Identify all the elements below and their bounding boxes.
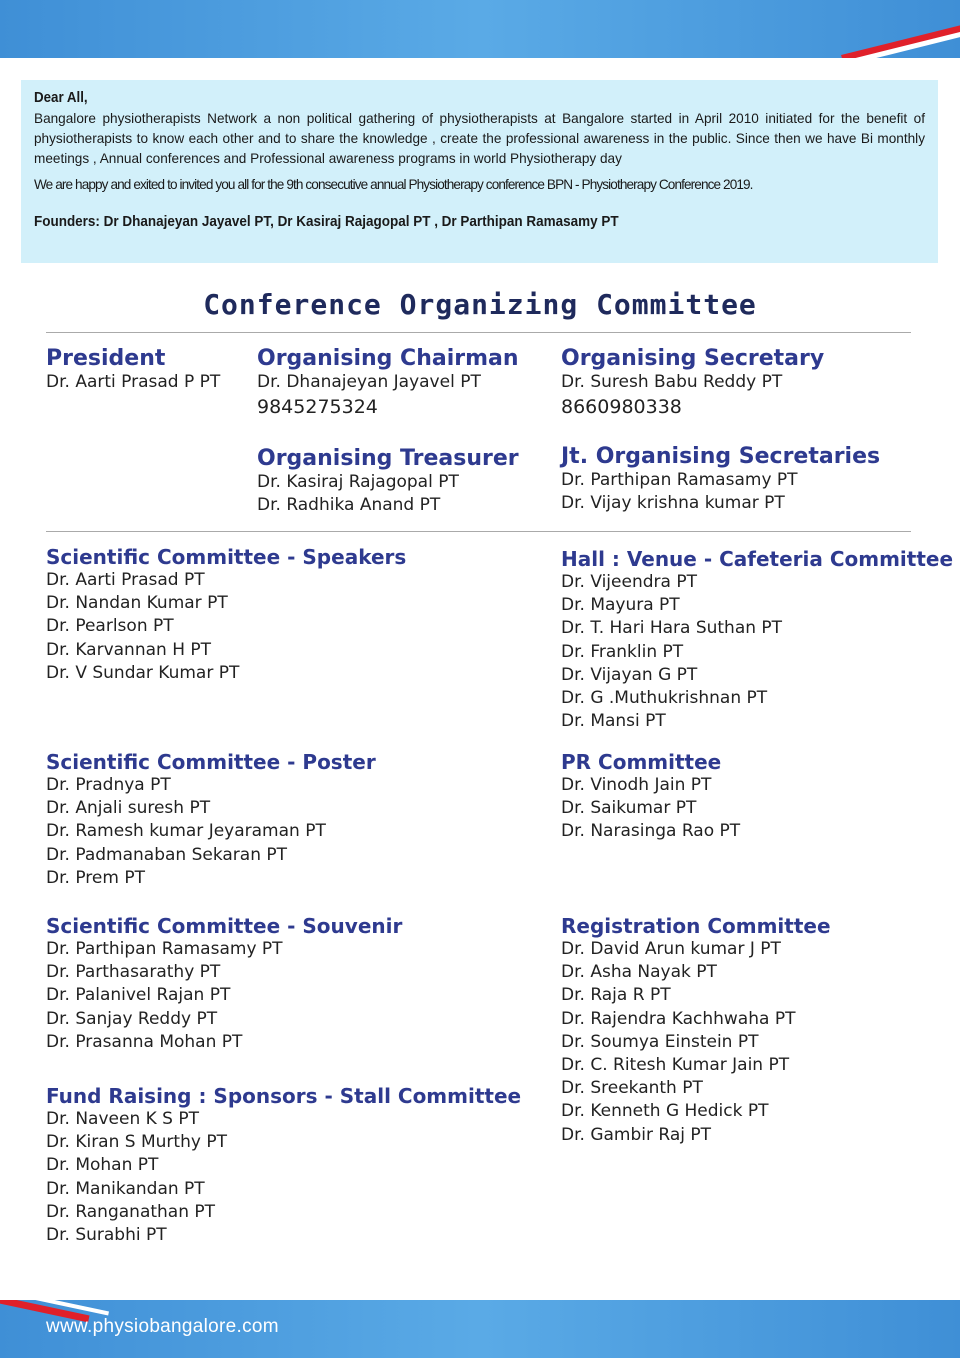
member-name: Dr. Vinodh Jain PT bbox=[561, 775, 712, 795]
member-name: Dr. V Sundar Kumar PT bbox=[46, 662, 240, 683]
member-name: Dr. Sreekanth PT bbox=[561, 1078, 703, 1099]
chairman-title: Organising Chairman bbox=[257, 346, 519, 371]
poster-title: Scientific Committee - Poster bbox=[46, 750, 376, 774]
treasurer-section bbox=[257, 446, 519, 517]
speakers-title: Scientific Committee - Speakers bbox=[46, 545, 407, 569]
member-name: Dr. Franklin PT bbox=[561, 641, 684, 662]
pr-members bbox=[561, 774, 740, 844]
member-name: Dr. Pearlson PT bbox=[46, 616, 174, 637]
hall-committee bbox=[561, 547, 953, 733]
member-name: Dr. Karvannan H PT bbox=[46, 639, 212, 660]
souvenir-title: Scientific Committee - Souvenir bbox=[46, 914, 403, 938]
intro-paragraph: Bangalore physiotherapists Network a non political gathering of physiotherapists at Bangalore started in April 2010 initiated for the benefit of physiotherapists to know each other and to share the knowledge , create the professional awareness in the public. Since then we have Bi monthly meetings , Annual conferences and Professional awareness programs in world Physiotherapy day bbox=[34, 111, 925, 166]
member-name: Dr. Kiran S Murthy PT bbox=[46, 1132, 227, 1153]
member-name: Dr. Kasiraj Rajagopal PT bbox=[257, 472, 459, 492]
member-name: Dr. Saikumar PT bbox=[561, 798, 697, 819]
souvenir-members bbox=[46, 938, 402, 1054]
souvenir-committee bbox=[46, 914, 402, 1054]
member-name: Dr. Manikandan PT bbox=[46, 1178, 205, 1199]
member-name: Dr. Prem PT bbox=[46, 867, 145, 888]
secretary-phone: 8660980338 bbox=[561, 396, 682, 419]
invitation-text: We are happy and exited to invited you all for the 9th consecutive annual Physiotherapy conference BPN - Physiotherapy Conference 2019. bbox=[34, 177, 753, 192]
member-name: Dr. Gambir Raj PT bbox=[561, 1124, 712, 1145]
member-name: Dr. Pradnya PT bbox=[46, 775, 171, 795]
footer-bar bbox=[0, 1300, 960, 1358]
member-name: Dr. Aarti Prasad PT bbox=[46, 570, 205, 590]
jt-secretaries-members bbox=[561, 469, 880, 515]
intro-box bbox=[21, 80, 938, 263]
member-name: Dr. Palanivel Rajan PT bbox=[46, 985, 231, 1006]
treasurer-members bbox=[257, 471, 519, 517]
member-name: Dr. Ranganathan PT bbox=[46, 1201, 216, 1222]
member-name: Dr. Rajendra Kachhwaha PT bbox=[561, 1008, 796, 1029]
chairman-section bbox=[257, 346, 519, 418]
member-name: Dr. Vijay krishna kumar PT bbox=[561, 493, 785, 514]
fund-raising-committee bbox=[46, 1084, 521, 1247]
member-name: Dr. Surabhi PT bbox=[46, 1225, 167, 1246]
member-name: Dr. Asha Nayak PT bbox=[561, 962, 717, 983]
member-name: Dr. Vijeendra PT bbox=[561, 572, 697, 592]
member-name: Dr. Anjali suresh PT bbox=[46, 798, 211, 819]
page-title: Conference Organizing Committee bbox=[203, 288, 757, 321]
president-section bbox=[46, 346, 220, 394]
member-name: Dr. Aarti Prasad P PT bbox=[46, 372, 221, 392]
website-link[interactable]: www.physiobangalore.com bbox=[46, 1316, 279, 1337]
member-name: Dr. Mayura PT bbox=[561, 595, 680, 616]
greeting: Dear All, bbox=[34, 90, 88, 106]
treasurer-title: Organising Treasurer bbox=[257, 446, 519, 471]
divider-top bbox=[46, 332, 911, 333]
founders-text: Founders: Dr Dhanajeyan Jayavel PT, Dr Kasiraj Rajagopal PT , Dr Parthipan Ramasamy PT bbox=[34, 214, 619, 230]
member-name: Dr. Prasanna Mohan PT bbox=[46, 1031, 243, 1052]
poster-committee bbox=[46, 750, 376, 890]
chairman-phone: 9845275324 bbox=[257, 396, 378, 419]
poster-members bbox=[46, 774, 376, 890]
registration-committee bbox=[561, 914, 831, 1147]
secretary-title: Organising Secretary bbox=[561, 346, 825, 371]
member-name: Dr. Dhanajeyan Jayavel PT bbox=[257, 372, 481, 392]
member-name: Dr. Raja R PT bbox=[561, 985, 671, 1006]
member-name: Dr. C. Ritesh Kumar Jain PT bbox=[561, 1055, 790, 1076]
member-name: Dr. Ramesh kumar Jeyaraman PT bbox=[46, 821, 326, 842]
registration-members bbox=[561, 938, 831, 1147]
member-name: Dr. Sanjay Reddy PT bbox=[46, 1008, 218, 1029]
member-name: Dr. David Arun kumar J PT bbox=[561, 939, 781, 959]
member-name: Dr. Naveen K S PT bbox=[46, 1109, 199, 1129]
registration-title: Registration Committee bbox=[561, 914, 831, 938]
member-name: Dr. T. Hari Hara Suthan PT bbox=[561, 618, 783, 639]
member-name: Dr. Radhika Anand PT bbox=[257, 495, 441, 516]
jt-secretaries-section bbox=[561, 444, 880, 515]
president-title: President bbox=[46, 346, 166, 371]
member-name: Dr. Parthipan Ramasamy PT bbox=[561, 470, 798, 490]
member-name: Dr. G .Muthukrishnan PT bbox=[561, 688, 768, 709]
speakers-committee bbox=[46, 545, 406, 685]
secretary-section bbox=[561, 346, 824, 418]
fund-raising-title: Fund Raising : Sponsors - Stall Committee bbox=[46, 1084, 522, 1108]
secretary-members bbox=[561, 371, 824, 394]
pr-committee bbox=[561, 750, 740, 844]
fund-raising-members bbox=[46, 1108, 521, 1247]
member-name: Dr. Mohan PT bbox=[46, 1155, 159, 1176]
member-name: Dr. Narasinga Rao PT bbox=[561, 821, 741, 842]
member-name: Dr. Parthasarathy PT bbox=[46, 962, 221, 983]
member-name: Dr. Padmanaban Sekaran PT bbox=[46, 844, 288, 865]
member-name: Dr. Mansi PT bbox=[561, 711, 666, 732]
member-name: Dr. Suresh Babu Reddy PT bbox=[561, 372, 783, 392]
member-name: Dr. Kenneth G Hedick PT bbox=[561, 1101, 769, 1122]
member-name: Dr. Parthipan Ramasamy PT bbox=[46, 939, 283, 959]
member-name: Dr. Vijayan G PT bbox=[561, 664, 698, 685]
pr-title: PR Committee bbox=[561, 750, 722, 774]
chairman-members bbox=[257, 371, 519, 394]
speakers-members bbox=[46, 569, 406, 685]
member-name: Dr. Soumya Einstein PT bbox=[561, 1031, 759, 1052]
hall-members bbox=[561, 571, 953, 733]
president-members bbox=[46, 371, 220, 394]
hall-title: Hall : Venue - Cafeteria Committee bbox=[561, 547, 954, 571]
divider-middle bbox=[46, 531, 911, 532]
jt-secretaries-title: Jt. Organising Secretaries bbox=[561, 444, 881, 469]
member-name: Dr. Nandan Kumar PT bbox=[46, 593, 228, 614]
header-bar bbox=[0, 0, 960, 58]
